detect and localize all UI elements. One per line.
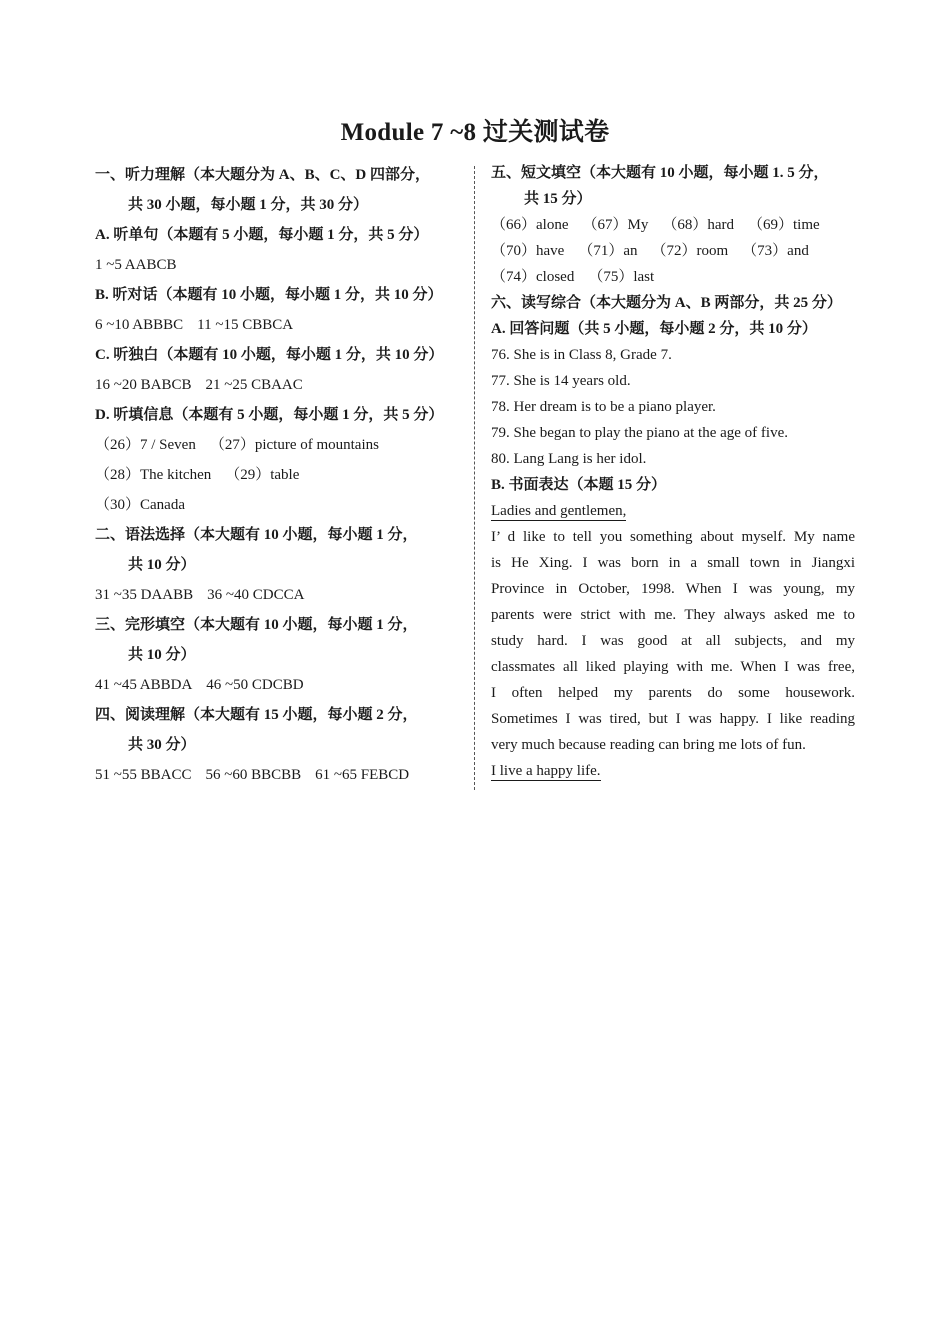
section-3-title: 三、完形填空（本大题有 10 小题，每小题 1 分，	[95, 617, 418, 633]
section-3-title-cont: 共 10 分）	[128, 647, 196, 663]
answer-item: （29）table	[225, 467, 300, 483]
part-b-title: B. 听对话（本题有 10 小题，每小题 1 分，共 10 分）	[95, 287, 443, 303]
part-a-title: A. 听单句（本题有 5 小题，每小题 1 分，共 5 分）	[95, 227, 429, 243]
answer-group: 61 ~65 FEBCD	[315, 767, 410, 783]
answer-item: （72）room	[651, 243, 729, 259]
essay-closing	[491, 758, 855, 784]
answer-group: 16 ~20 BABCB	[95, 377, 192, 393]
answer-78: 78. Her dream is to be a piano player.	[491, 399, 716, 415]
part-d-answers-2	[95, 460, 459, 490]
section-3-answers	[95, 670, 459, 700]
section-4-title-cont: 共 30 分）	[128, 737, 196, 753]
left-column	[95, 160, 459, 790]
answer-group: 11 ~15 CBBCA	[197, 317, 294, 333]
answer-item: （74）closed	[491, 269, 575, 285]
answer-group: 41 ~45 ABBDA	[95, 677, 193, 693]
section-2-answers	[95, 580, 459, 610]
answer-item: （71）an	[578, 243, 638, 259]
answer-item: （28）The kitchen	[95, 467, 212, 483]
answer-group: 36 ~40 CDCCA	[207, 587, 305, 603]
section-5-title-cont: 共 15 分）	[524, 191, 592, 207]
answer-group: 31 ~35 DAABB	[95, 587, 194, 603]
answer-item: （27）picture of mountains	[209, 437, 379, 453]
part-b-answers	[95, 310, 459, 340]
answer-item: （75）last	[588, 269, 655, 285]
answer-group: 6 ~10 ABBBC	[95, 317, 184, 333]
answer-item: （73）and	[742, 243, 809, 259]
essay-greeting	[491, 498, 855, 524]
part-d-title: D. 听填信息（本题有 5 小题，每小题 1 分，共 5 分）	[95, 407, 444, 423]
answer-80: 80. Lang Lang is her idol.	[491, 451, 647, 467]
answer-item: （69）time	[747, 217, 820, 233]
right-column	[491, 160, 855, 784]
part-c-answers	[95, 370, 459, 400]
answer-76: 76. She is in Class 8, Grade 7.	[491, 347, 672, 363]
essay-line: Sometimes I was tired, but I was happy. I like reading	[491, 711, 855, 727]
answer-group: 56 ~60 BBCBB	[205, 767, 302, 783]
part-a-answers: 1 ~5 AABCB	[95, 257, 177, 273]
answer-79: 79. She began to play the piano at the age of five.	[491, 425, 788, 441]
section-6-title: 六、读写综合（本大题分为 A、B 两部分，共 25 分）	[491, 295, 842, 311]
part-c-title: C. 听独白（本题有 10 小题，每小题 1 分，共 10 分）	[95, 347, 444, 363]
essay-line: is He Xing. I was born in a small town in Jiangxi	[491, 555, 855, 571]
answer-item: （67）My	[582, 217, 649, 233]
column-divider	[474, 166, 475, 790]
section-5-answers-2	[491, 238, 855, 264]
section-5-title: 五、短文填空（本大题有 10 小题，每小题 1. 5 分，	[491, 165, 829, 181]
essay-line: Province in October, 1998. When I was young, my	[491, 581, 855, 597]
essay-line: I often helped my parents do some housework.	[491, 685, 855, 701]
essay-line: very much because reading can bring me lots of fun.	[491, 737, 806, 753]
answer-77: 77. She is 14 years old.	[491, 373, 631, 389]
closing-text: I live a happy life.	[491, 763, 601, 779]
greeting-text: Ladies and gentlemen,	[491, 503, 627, 519]
section-1-title: 一、听力理解（本大题分为 A、B、C、D 四部分，	[95, 167, 431, 183]
essay-body	[491, 524, 855, 758]
section-2-title: 二、语法选择（本大题有 10 小题，每小题 1 分，	[95, 527, 418, 543]
section-6a-title: A. 回答问题（共 5 小题，每小题 2 分，共 10 分）	[491, 321, 817, 337]
page-title: Module 7 ~8 过关测试卷	[340, 119, 610, 146]
part-d-answers-1	[95, 430, 459, 460]
section-1-title-cont: 共 30 小题，每小题 1 分，共 30 分）	[128, 197, 369, 213]
answer-group: 46 ~50 CDCBD	[206, 677, 304, 693]
section-5-answers-3	[491, 264, 855, 290]
section-6b-title: B. 书面表达（本题 15 分）	[491, 477, 667, 493]
answer-item: （70）have	[491, 243, 565, 259]
section-2-title-cont: 共 10 分）	[128, 557, 196, 573]
section-4-answers	[95, 760, 459, 790]
essay-line: parents were strict with me. They always asked me to	[491, 607, 855, 623]
essay-line: study hard. I was good at all subjects, and my	[491, 633, 855, 649]
essay-line: I’ d like to tell you something about myself. My name	[491, 529, 855, 545]
answer-group: 21 ~25 CBAAC	[205, 377, 303, 393]
section-5-answers-1	[491, 212, 855, 238]
section-4-title: 四、阅读理解（本大题有 15 小题，每小题 2 分，	[95, 707, 418, 723]
answer-item: （26）7 / Seven	[95, 437, 196, 453]
answer-item: （68）hard	[662, 217, 734, 233]
essay-line: classmates all liked playing with me. When I was free,	[491, 659, 855, 675]
answer-group: 51 ~55 BBACC	[95, 767, 192, 783]
part-d-answers-3: （30）Canada	[95, 497, 185, 513]
answer-item: （66）alone	[491, 217, 569, 233]
